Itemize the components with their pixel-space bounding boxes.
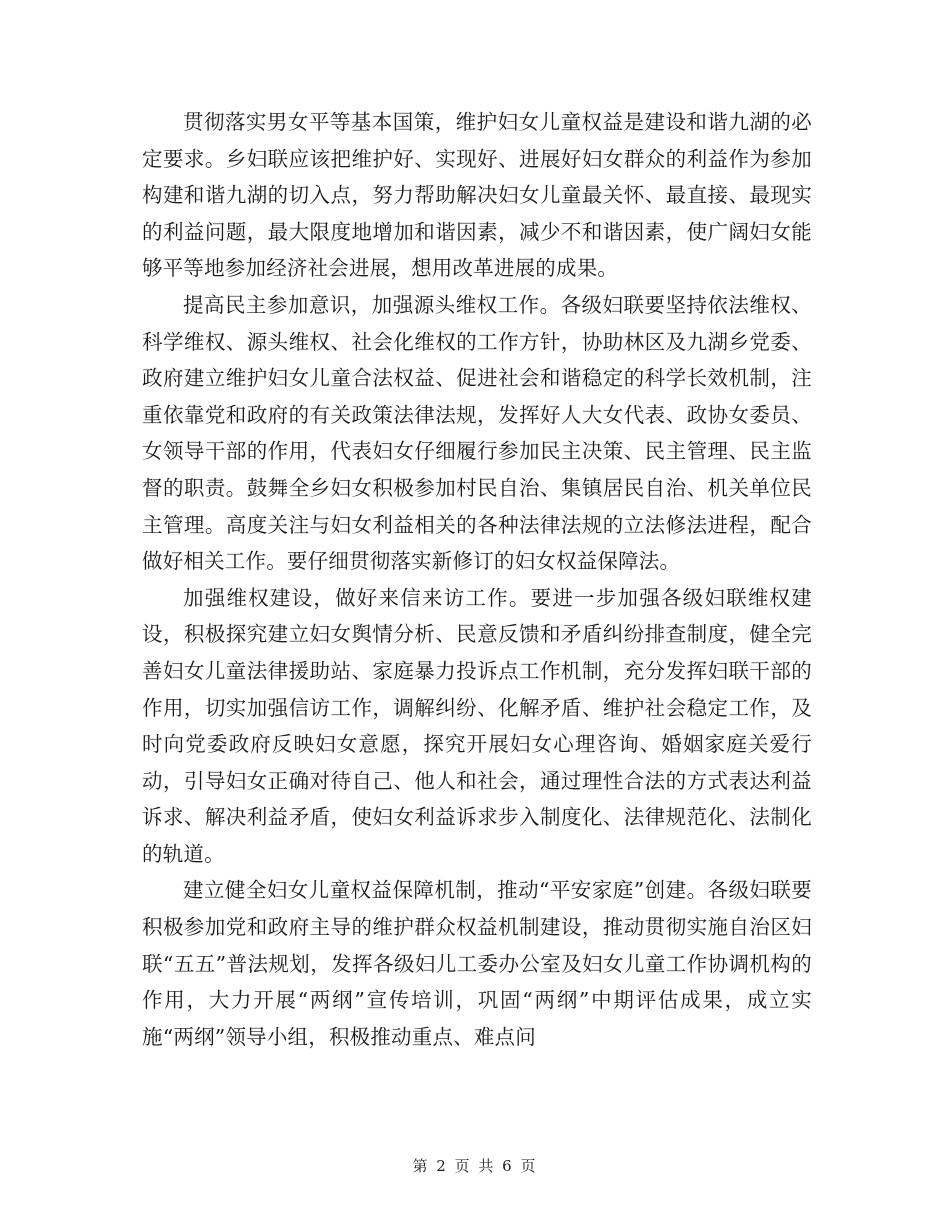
- page-number-label: 第 2 页 共 6 页: [412, 1157, 538, 1175]
- paragraph-3: 加强维权建设，做好来信来访工作。要进一步加强各级妇联维权建设，积极探究建立妇女舆情分析、民意反馈和矛盾纠纷排查制度，健全完善妇女儿童法律援助站、家庭暴力投诉点工作机制，充分发挥妇联干部的作用，切实加强信访工作，调解纠纷、化解矛盾、维护社会稳定工作，及时向党委政府反映妇女意愿，探究开展妇女心理咨询、婚姻家庭关爱行动，引导妇女正确对待自己、他人和社会，通过理性合法的方式表达利益诉求、解决利益矛盾，使妇女利益诉求步入制度化、法律规范化、法制化的轨道。: [142, 585, 812, 866]
- document-body: [142, 104, 812, 1055]
- page-footer: [0, 1156, 950, 1176]
- paragraph-4: 建立健全妇女儿童权益保障机制，推动“平安家庭”创建。各级妇联要积极参加党和政府主导的维护群众权益机制建设，推动贯彻实施自治区妇联“五五”普法规划，发挥各级妇儿工委办公室及妇女儿童工作协调机构的作用，大力开展“两纲”宣传培训，巩固“两纲”中期评估成果，成立实施“两纲”领导小组，积极推动重点、难点问: [142, 878, 812, 1049]
- paragraph-2: 提高民主参加意识，加强源头维权工作。各级妇联要坚持依法维权、科学维权、源头维权、社会化维权的工作方针，协助林区及九湖乡党委、政府建立维护妇女儿童合法权益、促进社会和谐稳定的科学长效机制，注重依靠党和政府的有关政策法律法规，发挥好人大女代表、政协女委员、女领导干部的作用，代表妇女仔细履行参加民主决策、民主管理、民主监督的职责。鼓舞全乡妇女积极参加村民自治、集镇居民自治、机关单位民主管理。高度关注与妇女利益相关的各种法律法规的立法修法进程，配合做好相关工作。要仔细贯彻落实新修订的妇女权益保障法。: [142, 292, 812, 574]
- paragraph-1: 贯彻落实男女平等基本国策，维护妇女儿童权益是建设和谐九湖的必定要求。乡妇联应该把维护好、实现好、进展好妇女群众的利益作为参加构建和谐九湖的切入点，努力帮助解决妇女儿童最关怀、最直接、最现实的利益问题，最大限度地增加和谐因素，减少不和谐因素，使广阔妇女能够平等地参加经济社会进展，想用改革进展的成果。: [142, 110, 812, 281]
